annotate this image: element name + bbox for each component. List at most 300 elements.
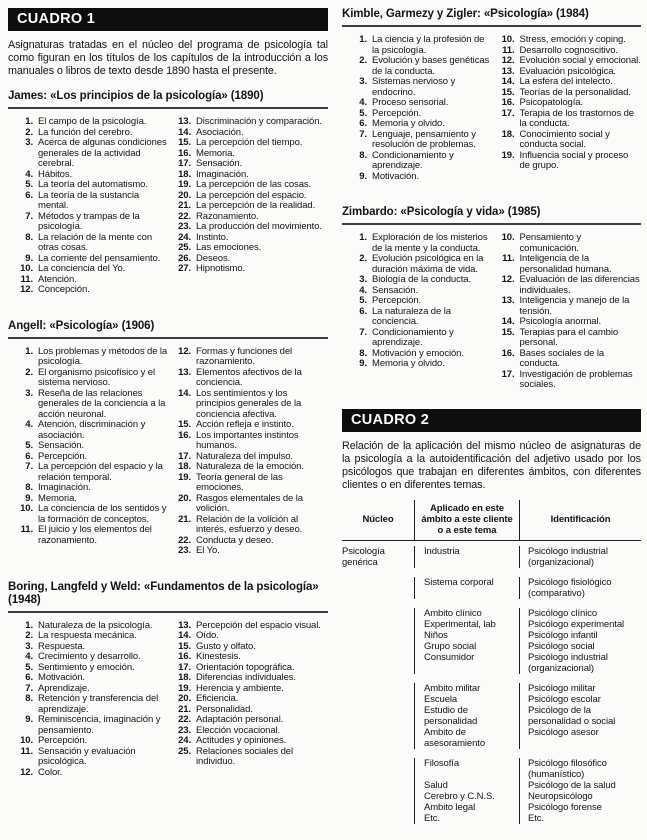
boring-list-col-a <box>8 621 168 779</box>
table-row <box>414 727 641 749</box>
section-zimbardo <box>342 206 641 391</box>
james-list <box>8 117 328 296</box>
list-item <box>172 515 328 536</box>
list-item-number: 8. <box>25 231 33 243</box>
ambito-cell: Etc. <box>414 813 520 824</box>
identificacion-cell: Psicólogo social <box>528 640 595 652</box>
col-header-identificacion: Identificación <box>550 514 611 525</box>
list-item-text: Psicología anormal. <box>519 316 602 327</box>
list-item-text: La corriente del pensamiento. <box>38 252 161 264</box>
list-item-number: 22. <box>178 534 191 546</box>
list-item-text: Terapias para el cambio personal. <box>519 326 619 348</box>
list-item <box>172 368 328 389</box>
list-item <box>496 328 642 349</box>
ambito-cell: Ambito militar <box>414 683 520 694</box>
list-item-text: El juicio y los elementos del razonamiento. <box>38 524 152 546</box>
list-item-number: 7. <box>359 326 367 338</box>
list-item-text: Acción refleja e instinto. <box>196 419 294 430</box>
list-item-number: 15. <box>178 137 191 148</box>
list-item <box>172 652 328 663</box>
ambito-cell: Estudio de personalidad <box>414 705 520 727</box>
list-item-number: 23. <box>178 724 191 736</box>
list-item <box>14 631 168 642</box>
zimbardo-list-col-a <box>342 233 492 391</box>
identificacion-cell: Psicólogo clínico <box>528 607 598 619</box>
list-item-number: 11. <box>20 745 33 757</box>
list-item-text: Elementos afectivos de la conciencia. <box>196 366 302 388</box>
list-item <box>172 673 328 684</box>
cuadro2-title: CUADRO 2 <box>351 411 430 428</box>
list-item <box>348 307 492 328</box>
list-item-number: 4. <box>25 419 33 430</box>
list-item-number: 8. <box>25 482 33 493</box>
list-item-text: Psicopatología. <box>519 97 583 108</box>
list-item-text: Sentimiento y emoción. <box>38 661 135 673</box>
list-item-number: 14. <box>501 316 515 327</box>
list-item-number: 17. <box>178 661 191 673</box>
col-header-ambito: Aplicado en este ámbito a este cliente o a este tema <box>414 500 520 540</box>
list-item-text: La función del cerebro. <box>38 126 133 138</box>
list-item <box>14 191 168 212</box>
list-item-number: 12. <box>20 284 33 295</box>
list-item <box>14 673 168 684</box>
list-item-number: 6. <box>359 305 367 317</box>
ambito-cell: Niños <box>414 630 520 641</box>
list-item <box>348 98 492 109</box>
section-angell-heading: Angell: «Psicología» (1906) <box>8 320 328 339</box>
list-item-text: Imaginación. <box>196 168 249 180</box>
list-item <box>14 420 168 441</box>
list-item-text: Instinto. <box>196 231 229 243</box>
list-item <box>348 328 492 349</box>
list-item <box>496 349 642 370</box>
list-item-number: 10. <box>20 263 33 274</box>
list-item-number: 3. <box>25 137 33 148</box>
list-item-text: Métodos y trampas de la psicología. <box>38 210 140 232</box>
list-item-number: 1. <box>25 116 33 127</box>
list-item <box>348 233 492 254</box>
list-item-text: La percepción del espacio y la relación temporal. <box>38 461 163 483</box>
list-item <box>14 483 168 494</box>
list-item-number: 21. <box>178 703 191 715</box>
list-item-number: 4. <box>25 168 33 180</box>
list-item-number: 17. <box>501 368 515 380</box>
list-item-number: 4. <box>359 97 367 108</box>
list-item-number: 10. <box>501 34 515 45</box>
ambito-cell: Escuela <box>414 694 520 705</box>
list-item-number: 17. <box>178 158 191 169</box>
list-item <box>172 201 328 212</box>
list-item <box>172 159 328 170</box>
col-header-nucleo: Núcleo <box>362 514 394 525</box>
list-item-text: Adaptación personal. <box>196 714 284 725</box>
list-item-text: Pensamiento y comunicación. <box>519 232 582 254</box>
list-item <box>172 243 328 254</box>
list-item-text: Biología de la conducta. <box>372 274 472 285</box>
list-item-text: Eficiencia. <box>196 693 239 704</box>
list-item-text: Evolución y bases genéticas de la conducta. <box>372 55 490 77</box>
list-item-text: Investigación de problemas sociales. <box>519 368 633 390</box>
list-item <box>496 275 642 296</box>
section-kimble <box>342 8 641 182</box>
list-item-number: 11. <box>20 273 33 285</box>
list-item <box>172 347 328 368</box>
list-item <box>14 285 168 296</box>
list-item-text: El campo de la psicología. <box>38 116 147 127</box>
list-item-number: 26. <box>178 252 191 264</box>
list-item-number: 2. <box>25 366 33 378</box>
list-item-text: Desarrollo cognoscitivo. <box>519 44 618 56</box>
list-item-number: 16. <box>501 97 515 108</box>
list-item-text: Imaginación. <box>38 482 91 493</box>
list-item-number: 16. <box>501 347 515 359</box>
list-item-text: Rasgos elementales de la volición. <box>196 492 303 514</box>
list-item <box>172 715 328 726</box>
list-item-text: Diferencias individuales. <box>196 672 296 683</box>
list-item <box>348 254 492 275</box>
list-item <box>172 222 328 233</box>
table-row <box>414 577 641 599</box>
list-item-text: Reseña de las relaciones generales de la conciencia a la acción neuronal. <box>38 387 166 420</box>
table-row <box>414 652 641 674</box>
nucleo-cell: Psicología genérica <box>342 545 385 568</box>
zimbardo-list <box>342 233 641 391</box>
list-item-number: 2. <box>25 126 33 138</box>
table-row <box>414 758 641 780</box>
list-item-number: 25. <box>178 242 191 253</box>
list-item <box>348 130 492 151</box>
list-item-text: Evolución psicológica en la duración máxima de vida. <box>372 253 484 275</box>
list-item-number: 11. <box>20 524 33 535</box>
cuadro2-table-header <box>342 500 641 541</box>
list-item-text: La conciencia de los sentidos y la formación de conceptos. <box>38 503 167 525</box>
list-item-number: 21. <box>178 513 191 525</box>
boring-list <box>8 621 328 779</box>
list-item-text: Sensación. <box>38 440 85 451</box>
list-item-number: 14. <box>178 126 191 138</box>
list-item-number: 24. <box>178 735 191 746</box>
list-item-text: La percepción de la realidad. <box>196 200 316 211</box>
list-item-text: Orientación topográfica. <box>196 661 295 673</box>
list-item-number: 20. <box>178 492 191 504</box>
list-item-number: 21. <box>178 200 191 211</box>
list-item-text: La conciencia del Yo. <box>38 263 126 274</box>
list-item-text: Inteligencia de la personalidad humana. <box>519 253 612 275</box>
list-item-number: 5. <box>25 661 33 673</box>
list-item-text: La teoría de la sustancia mental. <box>38 189 140 211</box>
list-item-number: 23. <box>178 221 191 232</box>
cuadro1-intro: Asignaturas tratadas en el núcleo del programa de psicología tal como figuran en los títulos de los capítulos de la introducción a los manuales o libros de texto desde 1890 hasta el presente. <box>8 39 328 77</box>
list-item-number: 25. <box>178 745 191 757</box>
list-item-number: 8. <box>25 693 33 704</box>
list-item <box>348 56 492 77</box>
list-item-number: 10. <box>20 503 33 514</box>
ambito-cell: Ambito de asesoramiento <box>414 727 520 749</box>
left-column <box>8 8 328 840</box>
list-item-text: Percepción. <box>38 450 88 462</box>
section-james-heading: James: «Los principios de la psicología» (1890) <box>8 90 328 109</box>
list-item-text: Percepción del espacio visual. <box>196 619 321 631</box>
list-item-number: 12. <box>178 345 191 357</box>
list-item-number: 18. <box>178 672 191 683</box>
ambito-cell: Experimental, lab <box>414 619 520 630</box>
list-item-number: 2. <box>25 630 33 641</box>
list-item-number: 4. <box>359 284 367 296</box>
cuadro2-table-body <box>342 541 641 828</box>
list-item-text: Las emociones. <box>196 242 262 253</box>
list-item-text: Los problemas y métodos de la psicología. <box>38 345 168 367</box>
list-item-text: Relación de la volición al interés, esfuerzo y deseo. <box>196 513 303 535</box>
list-item-text: Exploración de los misterios de la mente y la conducta. <box>372 232 488 254</box>
ambito-cell: Industria <box>414 546 520 568</box>
list-item-number: 3. <box>25 640 33 652</box>
list-item <box>348 77 492 98</box>
kimble-list <box>342 35 641 182</box>
list-item-text: Evaluación psicológica. <box>519 65 616 77</box>
list-item <box>348 151 492 172</box>
list-item <box>14 504 168 525</box>
list-item-number: 19. <box>501 149 515 161</box>
list-item-number: 8. <box>359 347 367 359</box>
list-item-text: Hábitos. <box>38 168 73 180</box>
list-item <box>172 138 328 149</box>
list-item <box>172 473 328 494</box>
list-item <box>172 117 328 128</box>
section-zimbardo-heading: Zimbardo: «Psicología y vida» (1985) <box>342 206 641 225</box>
list-item-number: 23. <box>178 545 191 556</box>
list-item-number: 2. <box>359 55 367 66</box>
list-item <box>14 389 168 421</box>
list-item <box>172 631 328 642</box>
list-item-text: Los importantes instintos humanos. <box>196 429 299 451</box>
list-item-number: 17. <box>501 107 515 119</box>
list-item-text: La esfera del intelecto. <box>519 76 613 87</box>
list-item-number: 14. <box>178 387 191 399</box>
list-item-text: La naturaleza de la conciencia. <box>372 305 451 327</box>
list-item-text: Motivación y emoción. <box>372 347 464 359</box>
list-item <box>14 694 168 715</box>
list-item-text: Naturaleza del impulso. <box>196 450 293 462</box>
list-item-number: 18. <box>501 128 515 140</box>
list-item-text: Actitudes y opiniones. <box>196 735 287 746</box>
list-item-text: Kinestesis. <box>196 651 241 662</box>
list-item <box>14 368 168 389</box>
list-item <box>172 264 328 275</box>
list-item-number: 5. <box>25 179 33 190</box>
ambito-cell: Filosofía <box>414 758 520 780</box>
list-item <box>172 431 328 452</box>
boring-list-col-b <box>168 621 328 779</box>
list-item-text: Crecimiento y desarrollo. <box>38 651 141 662</box>
list-item <box>496 296 642 317</box>
list-item <box>172 389 328 421</box>
list-item <box>496 370 642 391</box>
list-item-text: Sensación. <box>372 284 419 296</box>
table-row <box>414 813 641 824</box>
list-item-text: Naturaleza de la emoción. <box>196 461 304 472</box>
list-item-text: Teorías de la personalidad. <box>519 86 631 98</box>
ambito-cell: Salud <box>414 780 520 791</box>
list-item-number: 19. <box>178 471 191 483</box>
list-item-text: Razonamiento. <box>196 210 259 222</box>
list-item-text: Evaluación de las diferencias individuales. <box>519 274 640 296</box>
list-item-number: 8. <box>359 149 367 161</box>
list-item <box>14 180 168 191</box>
list-item-number: 11. <box>502 253 515 264</box>
list-item <box>496 109 642 130</box>
list-item <box>496 98 642 109</box>
kimble-list-col-a <box>342 35 492 182</box>
list-item <box>14 117 168 128</box>
section-kimble-heading: Kimble, Garmezy y Zigler: «Psicología» (1984) <box>342 8 641 27</box>
list-item-text: Terapia de los trastornos de la conducta. <box>519 107 634 129</box>
identificacion-cell: Psicólogo industrial (organizacional) <box>528 545 608 568</box>
james-list-col-b <box>168 117 328 296</box>
list-item <box>496 56 642 67</box>
identificacion-cell: Psicólogo de la salud <box>528 779 616 791</box>
list-item-text: Aprendizaje. <box>38 682 90 694</box>
cuadro2-intro: Relación de la aplicación del mismo núcleo de asignaturas de la psicología a la autoidentificación del adjetivo usado por los psicólogos que trabajan en diferentes ámbitos, con diferentes clientes o en diferentes temas. <box>342 439 641 491</box>
angell-list-col-a <box>8 347 168 557</box>
list-item-text: La respuesta mecánica. <box>38 630 137 641</box>
identificacion-cell: Psicólogo industrial (organizacional) <box>528 651 608 674</box>
list-item-text: Lenguaje, pensamiento y resolución de problemas. <box>372 128 476 150</box>
list-item-text: Discriminación y comparación. <box>196 116 322 127</box>
list-item-number: 13. <box>501 65 515 77</box>
list-item-number: 9. <box>25 714 33 725</box>
list-item-text: Respuesta. <box>38 640 86 652</box>
list-item-number: 13. <box>178 619 191 631</box>
list-item-text: Evolución social y emocional. <box>519 55 641 66</box>
table-row <box>414 619 641 630</box>
list-item-number: 18. <box>178 168 191 180</box>
list-item <box>14 747 168 768</box>
list-item-text: Asociación. <box>196 126 244 138</box>
list-item-number: 13. <box>178 116 191 127</box>
list-item <box>14 652 168 663</box>
list-item-number: 5. <box>359 107 367 119</box>
list-item <box>496 77 642 88</box>
section-james <box>8 90 328 296</box>
list-item-text: Herencia y ambiente. <box>196 682 284 694</box>
list-item-number: 12. <box>501 274 515 285</box>
list-item-number: 11. <box>502 44 515 56</box>
list-item-number: 12. <box>501 55 515 66</box>
list-item-number: 1. <box>25 619 33 631</box>
ambito-cell: Consumidor <box>414 652 520 674</box>
list-item-text: Relaciones sociales del individuo. <box>196 745 293 767</box>
list-item-text: Personalidad. <box>196 703 253 715</box>
kimble-list-col-b <box>492 35 642 182</box>
list-item-number: 24. <box>178 231 191 243</box>
list-item-text: Hipnotismo. <box>196 263 246 274</box>
list-item-number: 18. <box>178 461 191 472</box>
list-item-text: Influencia social y proceso de grupo. <box>519 149 629 171</box>
table-row <box>414 780 641 791</box>
list-item-text: Elección vocacional. <box>196 724 281 736</box>
list-item-number: 7. <box>359 128 367 140</box>
section-angell <box>8 320 328 557</box>
list-item-text: La percepción del tiempo. <box>196 137 303 148</box>
list-item-number: 6. <box>25 450 33 462</box>
list-item-text: La ciencia y la profesión de la psicología. <box>372 34 485 56</box>
identificacion-cell: Psicólogo militar <box>528 682 596 694</box>
list-item <box>172 494 328 515</box>
table-row <box>414 791 641 802</box>
list-item-number: 13. <box>501 295 515 306</box>
list-item-text: Reminiscencia, imaginación y pensamiento. <box>38 714 161 736</box>
list-item-number: 17. <box>178 450 191 462</box>
angell-list <box>8 347 328 557</box>
cuadro1-title: CUADRO 1 <box>17 11 96 27</box>
list-item-text: Acerca de algunas condiciones generales de la actividad cerebral. <box>38 137 167 169</box>
list-item <box>496 233 642 254</box>
list-item <box>172 736 328 747</box>
list-item-number: 15. <box>501 86 515 98</box>
list-item <box>14 347 168 368</box>
ambito-cell: Cerebro y C.N.S. <box>414 791 520 802</box>
list-item-number: 15. <box>501 326 515 338</box>
list-item <box>172 694 328 705</box>
list-item-number: 14. <box>501 76 515 87</box>
list-item-text: Gusto y olfato. <box>196 640 256 652</box>
list-item-number: 15. <box>178 419 191 430</box>
list-item <box>172 180 328 191</box>
list-item-text: La teoría del automatismo. <box>38 179 148 190</box>
list-item-number: 3. <box>25 387 33 399</box>
list-item-text: La relación de la mente con otras cosas. <box>38 231 153 253</box>
list-item <box>14 715 168 736</box>
list-item-number: 6. <box>25 189 33 201</box>
identificacion-cell: Etc. <box>528 812 544 824</box>
list-item-text: La percepción del espacio. <box>196 189 307 201</box>
list-item-text: Memoria y olvido. <box>372 118 445 129</box>
list-item-text: Color. <box>38 766 63 778</box>
cuadro1-title-bar <box>8 8 328 31</box>
list-item <box>172 546 328 557</box>
list-item <box>14 441 168 452</box>
identificacion-cell: Psicólogo de la personalidad o social <box>528 704 616 727</box>
ambito-cell: Ambito clínico <box>414 608 520 619</box>
list-item <box>348 359 492 370</box>
identificacion-cell: Psicólogo infantil <box>528 629 598 641</box>
list-item-number: 9. <box>25 492 33 504</box>
list-item <box>496 35 642 46</box>
list-item-text: El organismo psicofísico y el sistema nervioso. <box>38 366 155 388</box>
angell-list-col-b <box>168 347 328 557</box>
section-boring <box>8 581 328 779</box>
identificacion-cell: Psicólogo forense <box>528 801 602 813</box>
table-row <box>414 546 641 568</box>
list-item-text: Naturaleza de la psicología. <box>38 619 153 631</box>
list-item <box>496 317 642 328</box>
list-item <box>14 212 168 233</box>
table-row <box>414 630 641 641</box>
list-item-number: 20. <box>178 693 191 704</box>
table-row <box>414 705 641 727</box>
list-item-text: Inteligencia y manejo de la tensión. <box>519 295 630 317</box>
list-item <box>14 736 168 747</box>
list-item-number: 19. <box>178 682 191 694</box>
list-item-number: 19. <box>178 179 191 190</box>
table-rows <box>414 541 641 828</box>
list-item <box>348 275 492 286</box>
list-item-text: Condicionamiento y aprendizaje. <box>372 326 454 348</box>
list-item-text: Oído. <box>196 630 219 641</box>
list-item-text: Los sentimientos y los principios generales de la conciencia afectiva. <box>196 387 302 420</box>
cuadro2-title-bar <box>342 409 641 432</box>
list-item <box>496 254 642 275</box>
